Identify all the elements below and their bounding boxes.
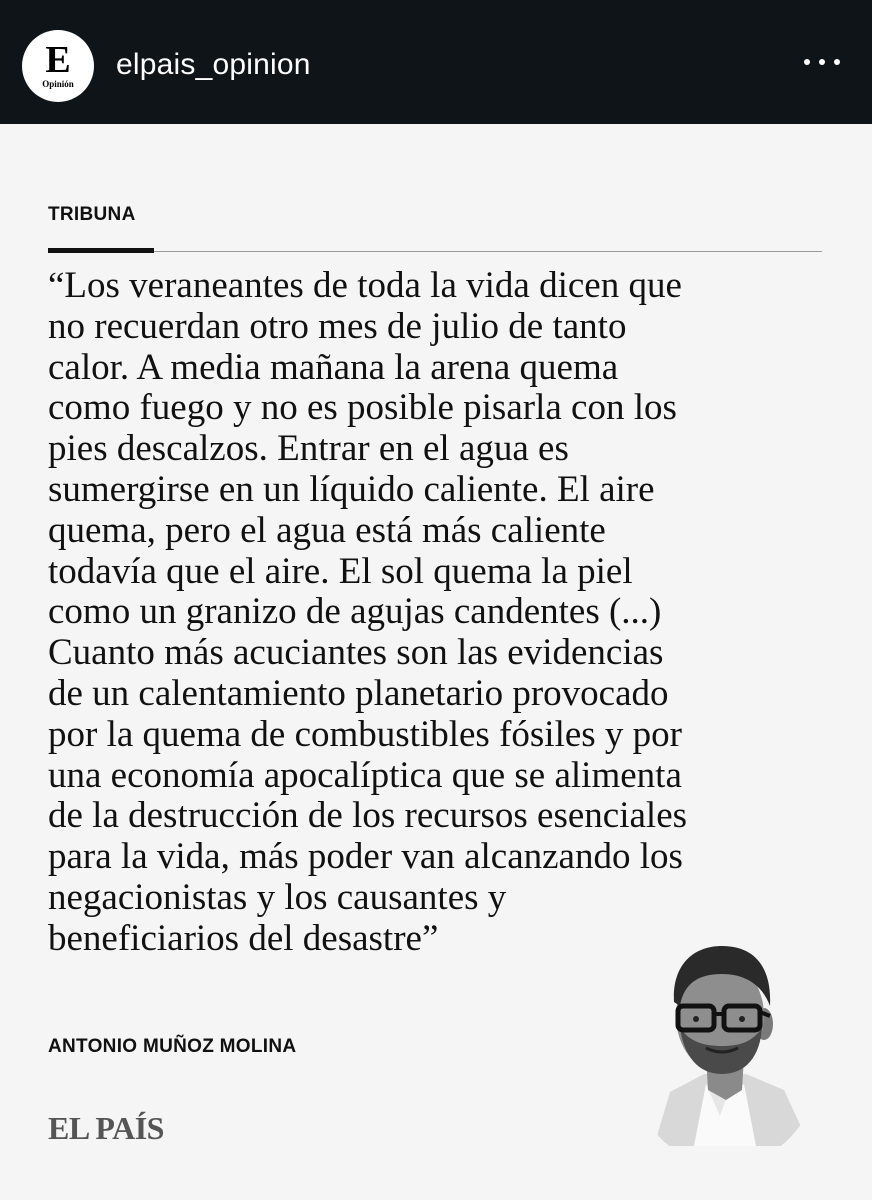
author-name: ANTONIO MUÑOZ MOLINA: [48, 1036, 297, 1057]
more-dot: [819, 59, 825, 65]
quote-line: todavía que el aire. El sol quema la piel: [48, 550, 633, 592]
more-dot: [834, 59, 840, 65]
profile-avatar[interactable]: [22, 30, 94, 102]
quote-line: una economía apocalíptica que se alimenta: [48, 754, 682, 796]
post-header: [0, 0, 872, 124]
username-link[interactable]: elpais_opinion: [116, 48, 311, 81]
section-divider-accent: [48, 248, 154, 253]
quote-line: Cuanto más acuciantes son las evidencias: [48, 632, 664, 674]
quote-line: como un granizo de agujas candentes (...): [48, 591, 662, 633]
quote-line: de un calentamiento planetario provocado: [48, 672, 669, 714]
quote-line: calor. A media mañana la arena quema: [48, 346, 619, 388]
quote-line: no recuerdan otro mes de julio de tanto: [48, 305, 627, 347]
quote-line: beneficiarios del desastre”: [48, 917, 439, 959]
post-image: [0, 124, 872, 1200]
quote-line: de la destrucción de los recursos esenciales: [48, 795, 688, 837]
section-label: TRIBUNA: [48, 204, 136, 225]
section-divider: [48, 251, 822, 252]
brand-logo: EL PAÍS: [48, 1110, 164, 1146]
logo-subtitle: Opinión: [42, 79, 74, 89]
quote-line: “Los veraneantes de toda la vida dicen que: [48, 265, 682, 306]
quote-line: como fuego y no es posible pisarla con los: [48, 387, 677, 429]
quote-line: por la quema de combustibles fósiles y por: [48, 713, 683, 755]
quote-line: quema, pero el agua está más caliente: [48, 509, 606, 551]
author-portrait: [634, 924, 816, 1146]
quote-line: negacionistas y los causantes y: [48, 876, 507, 918]
quote-text: [48, 266, 848, 960]
logo-letter: E: [45, 39, 71, 81]
more-dot: [804, 59, 810, 65]
quote-line: pies descalzos. Entrar en el agua es: [48, 428, 569, 470]
quote-line: sumergirse en un líquido caliente. El aire: [48, 468, 655, 510]
quote-line: para la vida, más poder van alcanzando los: [48, 836, 683, 878]
more-horizontal-icon[interactable]: [804, 56, 840, 68]
